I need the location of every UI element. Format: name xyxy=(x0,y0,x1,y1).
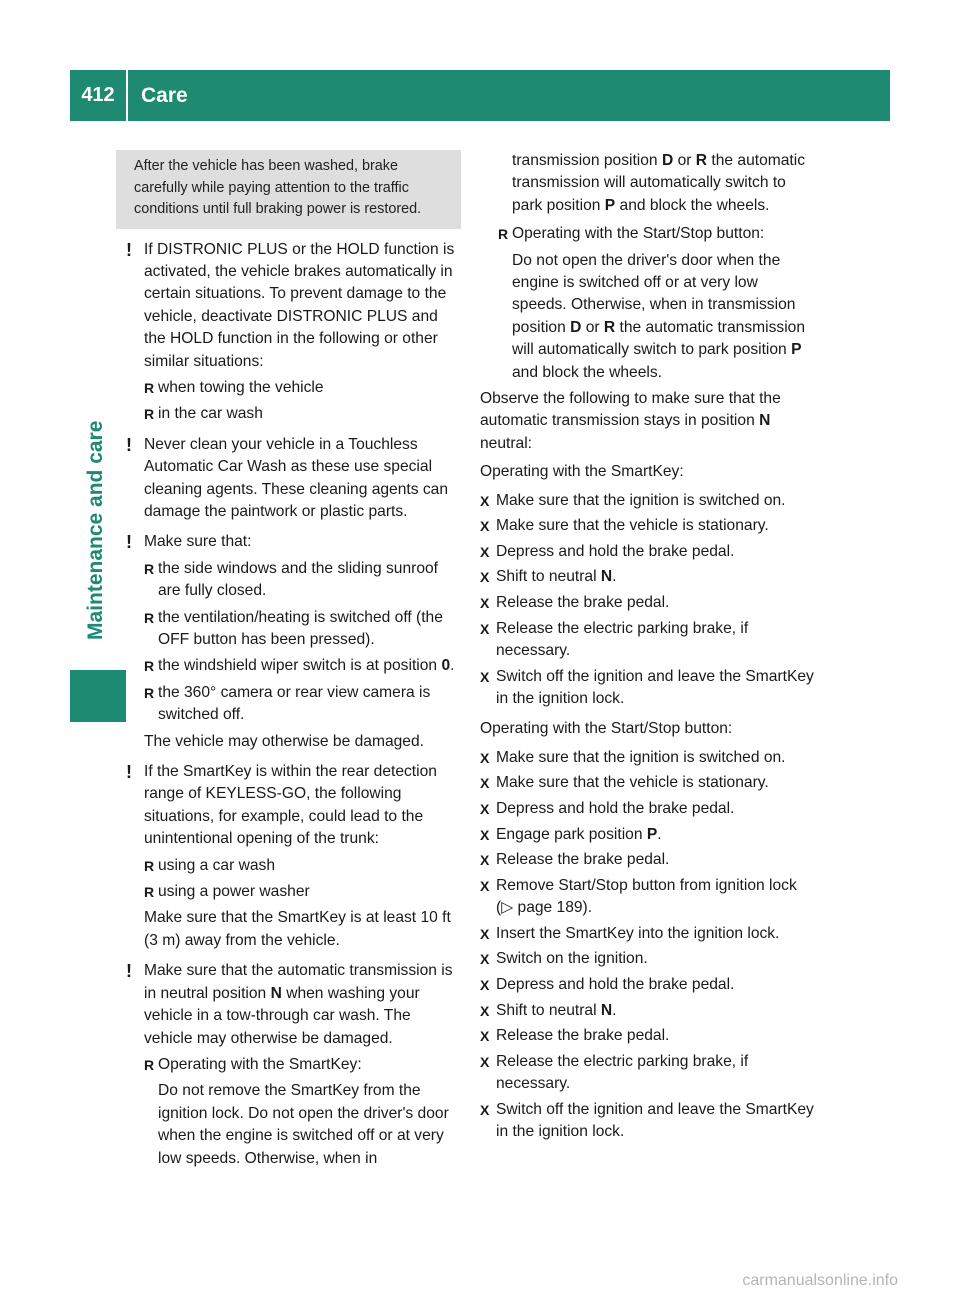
bullet-icon: R xyxy=(144,658,155,675)
step-arrow-icon: X xyxy=(480,543,490,560)
step-arrow-icon: X xyxy=(480,925,490,942)
warning-distronic xyxy=(116,239,461,426)
step-item: X Remove Start/Stop button from ignition lock (▷ page 189). xyxy=(480,876,797,917)
warning-exclamation-icon: ! xyxy=(126,239,132,260)
observe-text: Observe the following to make sure that the automatic transmission stays in position N neutral: xyxy=(480,390,781,452)
warning-exclamation-icon: ! xyxy=(126,532,132,553)
startstop-steps xyxy=(480,747,814,1144)
right-column xyxy=(480,150,814,1147)
step-item: X Release the brake pedal. xyxy=(480,1025,814,1047)
warning-note: The vehicle may otherwise be damaged. xyxy=(144,732,424,750)
step-item: X Release the electric parking brake, if necessary. xyxy=(480,1052,749,1093)
bullet-list xyxy=(144,855,461,904)
step-item: X Switch on the ignition. xyxy=(480,948,814,970)
step-arrow-icon: X xyxy=(480,1028,490,1045)
step-item: X Switch off the ignition and leave the SmartKey in the ignition lock. xyxy=(480,1100,814,1141)
warning-exclamation-icon: ! xyxy=(126,434,132,455)
list-item: R in the car wash xyxy=(144,403,461,425)
chapter-side-label: Maintenance and care xyxy=(84,420,107,640)
step-arrow-icon: X xyxy=(480,826,490,843)
bullet-icon: R xyxy=(144,609,155,626)
step-arrow-icon: X xyxy=(480,1101,490,1118)
bullet-icon: R xyxy=(144,857,155,874)
step-item: X Make sure that the vehicle is stationary. xyxy=(480,515,814,537)
bullet-list xyxy=(144,377,461,426)
info-callout: After the vehicle has been washed, brake carefully while paying attention to the traffic conditions until full braking power is restored. xyxy=(116,150,461,229)
header-bar xyxy=(70,70,890,121)
list-item: R the side windows and the sliding sunroof are fully closed. xyxy=(144,559,438,600)
warning-touchless-wash xyxy=(116,434,461,524)
step-item: X Make sure that the vehicle is stationary. xyxy=(480,772,814,794)
warning-text: Never clean your vehicle in a Touchless Automatic Car Wash as these use special cleaning agents. These cleaning agents can damage the paintwork or plastic parts. xyxy=(144,435,449,520)
bullet-list xyxy=(144,1054,461,1170)
list-item: R the ventilation/heating is switched off (the OFF button has been pressed). xyxy=(144,608,443,648)
step-arrow-icon: X xyxy=(480,518,490,535)
step-arrow-icon: X xyxy=(480,977,490,994)
list-item: R Operating with the Start/Stop button: Do not open the driver's door when the engine is switched off or at very low speeds. Otherwise, when in transmission position D or R the automatic transmission will automatically switch to park position P and block the wheels. xyxy=(498,225,806,381)
warning-text: If DISTRONIC PLUS or the HOLD function is activated, the vehicle brakes automatically in certain situations. To prevent damage to the vehicle, deactivate DISTRONIC PLUS and the HOLD function in the following or other similar situations: xyxy=(144,240,455,370)
step-arrow-icon: X xyxy=(480,668,490,685)
step-arrow-icon: X xyxy=(480,492,490,509)
step-arrow-icon: X xyxy=(480,775,490,792)
step-arrow-icon: X xyxy=(480,801,490,818)
left-column xyxy=(116,150,461,1174)
step-arrow-icon: X xyxy=(480,951,490,968)
step-arrow-icon: X xyxy=(480,877,490,894)
warning-note: Make sure that the SmartKey is at least 10 ft (3 m) away from the vehicle. xyxy=(144,909,451,949)
smartkey-steps xyxy=(480,490,814,711)
step-arrow-icon: X xyxy=(480,852,490,869)
step-arrow-icon: X xyxy=(480,749,490,766)
warning-text: Make sure that: xyxy=(144,533,252,551)
bullet-icon: R xyxy=(144,684,155,701)
list-item: R Operating with the SmartKey: Do not remove the SmartKey from the ignition lock. Do not open the driver's door when the engine is switched off or at very low speeds. Otherwise, when in xyxy=(144,1055,449,1167)
step-arrow-icon: X xyxy=(480,1002,490,1019)
startstop-heading: Operating with the Start/Stop button: xyxy=(480,720,733,738)
warning-neutral-position: ! Make sure that the automatic transmission is in neutral position N when washing your vehicle in a tow-through car wash. The vehicle may otherwise be damaged. R Operating with the SmartKey: Do not remove the SmartKey from the ignition lock. Do not open the driver's door when the engine is switched off or at very low speeds. Otherwise, when in xyxy=(116,960,461,1170)
step-arrow-icon: X xyxy=(480,595,490,612)
bullet-icon: R xyxy=(144,884,155,901)
list-item: R the windshield wiper switch is at position 0. xyxy=(144,655,461,677)
step-arrow-icon: X xyxy=(480,1053,490,1070)
step-item: X Insert the SmartKey into the ignition lock. xyxy=(480,923,814,945)
bullet-list xyxy=(144,558,461,727)
step-arrow-icon: X xyxy=(480,620,490,637)
step-item: X Release the electric parking brake, if necessary. xyxy=(480,619,749,660)
bullet-icon: R xyxy=(144,1056,155,1073)
step-item: X Make sure that the ignition is switched on. xyxy=(480,747,814,769)
step-item: X Release the brake pedal. xyxy=(480,849,814,871)
step-item: X Engage park position P. xyxy=(480,824,814,846)
step-item: X Shift to neutral N. xyxy=(480,566,814,588)
step-arrow-icon: X xyxy=(480,569,490,586)
list-item: R the 360° camera or rear view camera is switched off. xyxy=(144,683,431,724)
warning-exclamation-icon: ! xyxy=(126,762,132,783)
warning-text: If the SmartKey is within the rear detection range of KEYLESS-GO, the following situations, for example, could lead to the unintentional opening of the trunk: xyxy=(144,763,437,848)
continued-text: transmission position D or R the automatic transmission will automatically switch to park position P and block the wheels. xyxy=(512,152,806,214)
page-number: 412 xyxy=(81,84,115,106)
list-item: R when towing the vehicle xyxy=(144,377,461,399)
bullet-icon: R xyxy=(144,379,155,396)
bullet-icon: R xyxy=(498,226,509,243)
list-item: R using a power washer xyxy=(144,881,461,903)
smartkey-heading: Operating with the SmartKey: xyxy=(480,463,684,481)
warning-keyless-go xyxy=(116,761,461,903)
header-divider xyxy=(126,70,128,121)
step-item: X Release the brake pedal. xyxy=(480,592,814,614)
bullet-icon: R xyxy=(144,406,155,423)
step-item: X Depress and hold the brake pedal. xyxy=(480,798,814,820)
step-item: X Switch off the ignition and leave the SmartKey in the ignition lock. xyxy=(480,667,814,708)
step-item: X Depress and hold the brake pedal. xyxy=(480,974,814,996)
section-title: Care xyxy=(141,83,188,107)
bullet-icon: R xyxy=(144,560,155,577)
warning-exclamation-icon: ! xyxy=(126,961,132,982)
watermark: carmanualsonline.info xyxy=(742,1272,898,1289)
list-item: R using a car wash xyxy=(144,855,461,877)
warning-make-sure xyxy=(116,531,461,726)
step-item: X Depress and hold the brake pedal. xyxy=(480,541,814,563)
step-item: X Shift to neutral N. xyxy=(480,1000,814,1022)
step-item: X Make sure that the ignition is switched on. xyxy=(480,490,814,512)
